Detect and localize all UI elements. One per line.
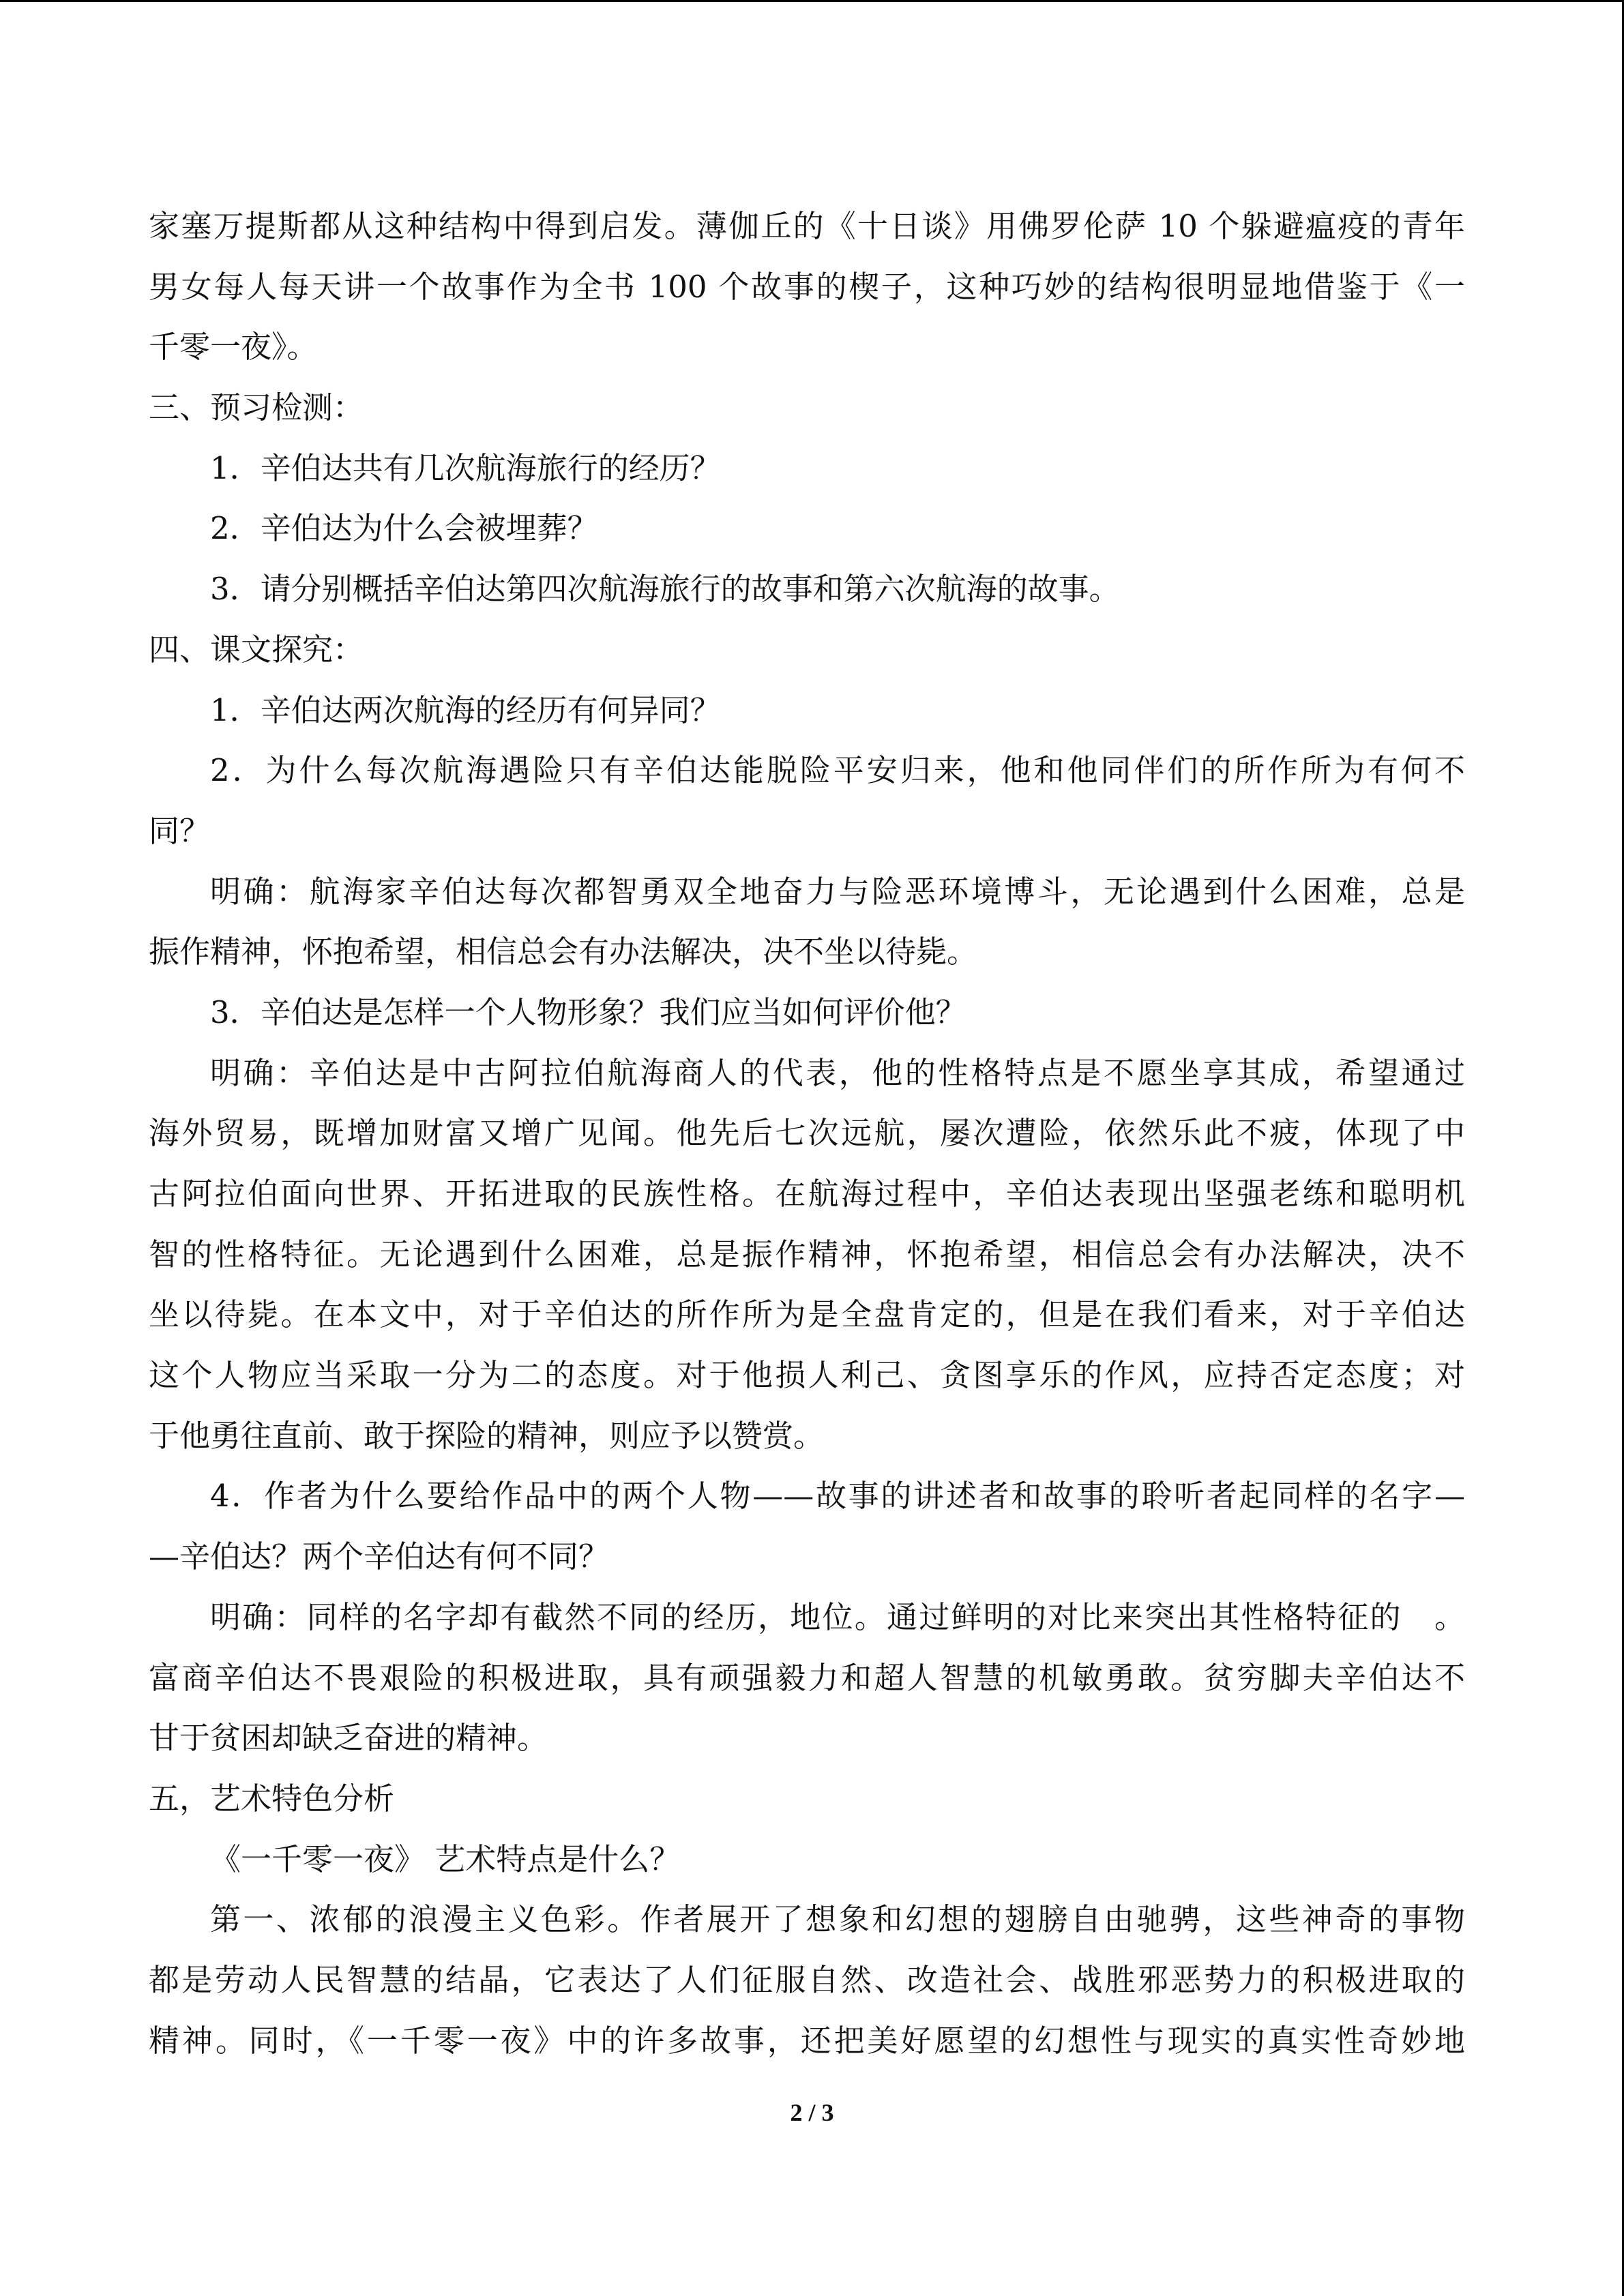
question-item: 3．请分别概括辛伯达第四次航海旅行的故事和第六次航海的故事。 bbox=[210, 571, 1120, 608]
answer-paragraph: 第一、浓郁的浪漫主义色彩。作者展开了想象和幻想的翅膀自由驰骋，这些神奇的事物 bbox=[210, 1901, 1465, 1938]
text-line: 精神。同时，《一千零一夜》中的许多故事，还把美好愿望的幻想性与现实的真实性奇妙地 bbox=[149, 2022, 1465, 2059]
question-item: 3．辛伯达是怎样一个人物形象？我们应当如何评价他？ bbox=[210, 994, 966, 1030]
section-heading-art-features: 五，艺术特色分析 bbox=[149, 1780, 395, 1817]
question-item: 4．作者为什么要给作品中的两个人物——故事的讲述者和故事的聆听者起同样的名字— bbox=[210, 1478, 1465, 1515]
text-line: 甘于贫困却缺乏奋进的精神。 bbox=[149, 1720, 548, 1757]
text-line: 千零一夜》。 bbox=[149, 329, 318, 366]
question-item: 2．辛伯达为什么会被埋葬？ bbox=[210, 510, 598, 547]
text-line: 都是劳动人民智慧的结晶，它表达了人们征服自然、改造社会、战胜邪恶势力的积极进取的 bbox=[149, 1961, 1465, 1998]
top-border-line bbox=[0, 0, 1624, 2]
text-line: 同？ bbox=[149, 812, 211, 849]
section-heading-preview-check: 三、预习检测： bbox=[149, 389, 364, 426]
text-line: 古阿拉伯面向世界、开拓进取的民族性格。在航海过程中，辛伯达表现出坚强老练和聪明机 bbox=[149, 1176, 1465, 1212]
text-line: 海外贸易，既增加财富又增广见闻。他先后七次远航，屡次遭险，依然乐此不疲，体现了中 bbox=[149, 1115, 1465, 1152]
document-body bbox=[149, 196, 1465, 2071]
text-line: 坐以待毙。在本文中，对于辛伯达的所作所为是全盘肯定的，但是在我们看来，对于辛伯达 bbox=[149, 1296, 1465, 1333]
text-line: 智的性格特征。无论遇到什么困难，总是振作精神，怀抱希望，相信总会有办法解决，决不 bbox=[149, 1236, 1465, 1272]
text-line: 男女每人每天讲一个故事作为全书 100 个故事的楔子，这种巧妙的结构很明显地借鉴于《一 bbox=[149, 268, 1465, 305]
text-line: 于他勇往直前、敢于探险的精神，则应予以赞赏。 bbox=[149, 1417, 825, 1454]
text-line: —辛伯达？两个辛伯达有何不同？ bbox=[149, 1538, 610, 1575]
text-line: 家塞万提斯都从这种结构中得到启发。薄伽丘的《十日谈》用佛罗伦萨 10 个躲避瘟疫的青年 bbox=[149, 208, 1465, 244]
text-line: 这个人物应当采取一分为二的态度。对于他损人利己、贪图享乐的作风，应持否定态度；对 bbox=[149, 1357, 1465, 1394]
text-line: 富商辛伯达不畏艰险的积极进取，具有顽强毅力和超人智慧的机敏勇敢。贫穷脚夫辛伯达不 bbox=[149, 1659, 1465, 1696]
answer-paragraph: 明确：航海家辛伯达每次都智勇双全地奋力与险恶环境博斗，无论遇到什么困难，总是 bbox=[210, 873, 1465, 910]
question-item: 2．为什么每次航海遇险只有辛伯达能脱险平安归来，他和他同伴们的所作所为有何不 bbox=[210, 752, 1465, 789]
question-item: 《一千零一夜》 艺术特点是什么？ bbox=[210, 1840, 681, 1877]
section-heading-text-inquiry: 四、课文探究： bbox=[149, 631, 364, 668]
question-item: 1．辛伯达共有几次航海旅行的经历？ bbox=[210, 449, 721, 486]
page-number: 2 / 3 bbox=[790, 2099, 834, 2126]
answer-paragraph: 明确：辛伯达是中古阿拉伯航海商人的代表，他的性格特点是不愿坐享其成，希望通过 bbox=[210, 1054, 1465, 1091]
answer-paragraph: 明确：同样的名字却有截然不同的经历，地位。通过鲜明的对比来突出其性格特征的 。 bbox=[210, 1598, 1465, 1635]
text-line: 振作精神，怀抱希望，相信总会有办法解决，决不坐以待毙。 bbox=[149, 934, 978, 970]
question-item: 1．辛伯达两次航海的经历有何异同？ bbox=[210, 691, 721, 728]
